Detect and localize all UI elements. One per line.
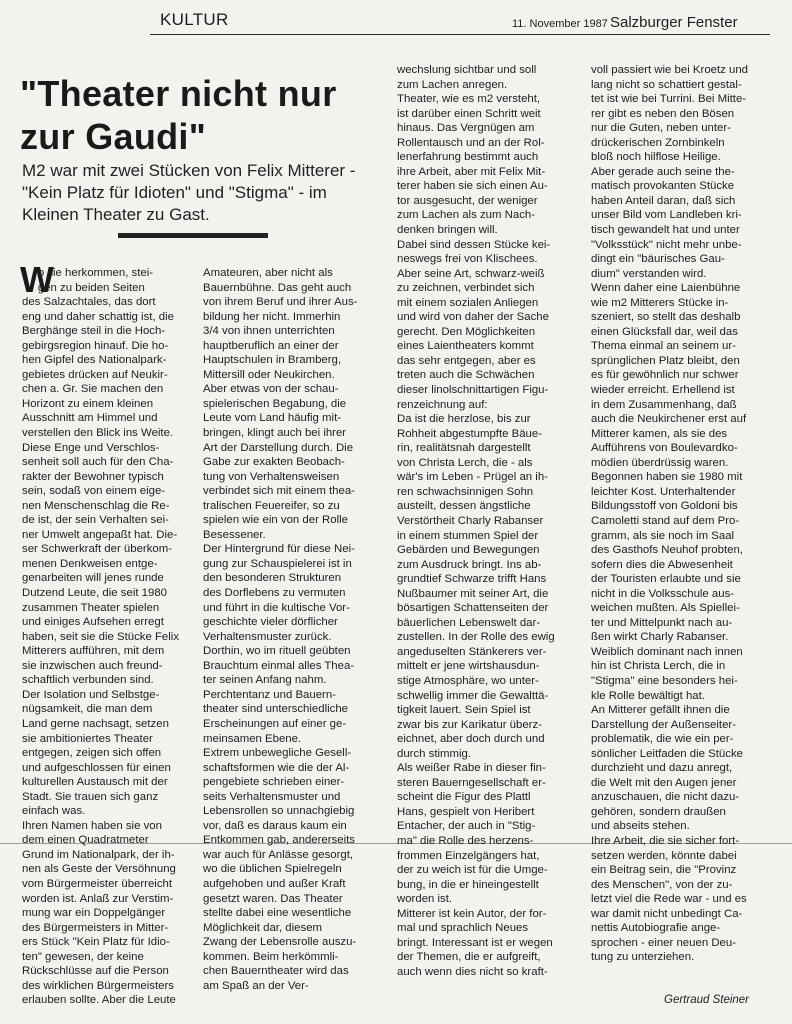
text-line: Rückschlüsse auf die Person xyxy=(22,965,169,978)
text-line: kommen. Beim herkömmli- xyxy=(203,950,339,963)
text-line: eng und daher schattig ist, die xyxy=(22,310,174,323)
text-column-3 xyxy=(397,63,581,979)
text-line: o sie herkommen, stei- xyxy=(22,267,154,279)
text-line: mittelt er jene wirtshausdun- xyxy=(397,660,540,673)
paper-fold-line xyxy=(0,843,792,844)
text-line: Besessener. xyxy=(203,528,266,541)
text-line: mung war ein Doppelgänger xyxy=(22,907,166,920)
text-line: menen Denkweisen entge- xyxy=(22,557,158,570)
text-line: Zwang der Lebensrolle auszu- xyxy=(203,936,357,949)
text-line: von ihrem Beruf und ihrer Aus- xyxy=(203,296,358,309)
text-line: nügsamkeit, die man dem xyxy=(22,703,153,716)
text-line: voll passiert wie bei Kroetz und xyxy=(591,64,749,76)
text-line: Bauernbühne. Das geht auch xyxy=(203,281,352,294)
text-line: drückerischen Zornbinkeln xyxy=(591,136,725,149)
text-line: angeduselten Stänkerers ver- xyxy=(397,645,547,658)
text-line: unser Bild vom Landleben kri- xyxy=(591,209,742,222)
text-line: die Welt mit den Augen jener xyxy=(591,776,737,789)
text-line: worden ist. xyxy=(397,893,453,906)
text-line: dieser linolschnittartigen Figu- xyxy=(397,384,549,397)
text-line: ter seinen Anfang nahm. xyxy=(203,674,327,687)
text-line: Entacher, der auch in "Stig- xyxy=(397,820,536,833)
text-line: "Stigma" eine besonders hei- xyxy=(591,674,738,687)
text-line: hinaus. Das Vergnügen am xyxy=(397,122,535,135)
text-line: ter und Mittelpunkt nach au- xyxy=(591,616,733,629)
text-line: schaftsformen wie die der Al- xyxy=(203,761,350,774)
text-line: rakter der Bewohner typisch xyxy=(22,470,164,483)
text-line: gen zu beiden Seiten xyxy=(22,281,145,294)
section-label: KULTUR xyxy=(160,10,229,29)
text-line: gesetzt waren. Das Theater xyxy=(203,892,343,905)
text-line: kulturellen Austausch mit der xyxy=(22,776,168,789)
text-line: Ihre Arbeit, die sie sicher fort- xyxy=(591,834,740,847)
text-line: sie ambitioniertes Theater xyxy=(22,732,153,745)
text-line: Mittersill oder Neukirchen. xyxy=(203,368,335,381)
text-line: kle Rolle bewältigt hat. xyxy=(591,689,705,702)
text-line: Entkommen gab, andererseits xyxy=(203,834,355,847)
text-line: mit einem sozialen Anliegen xyxy=(397,296,539,309)
text-line: sprünglichen Platz bleibt, den xyxy=(591,354,740,367)
text-line: mal und sprachlich Neues xyxy=(397,922,529,935)
text-line: gerecht. Den Möglichkeiten xyxy=(397,325,536,338)
text-line: sprochen - einer neuen Deu- xyxy=(591,936,737,949)
text-line: bringen, klingt auch bei ihrer xyxy=(203,427,347,440)
text-column-4 xyxy=(591,63,769,965)
text-line: austeilt, dessen ängstliche xyxy=(397,500,531,513)
text-line: tung von Verhaltensweisen xyxy=(203,470,340,483)
text-line: Dabei sind dessen Stücke kei- xyxy=(397,238,551,251)
text-line: hin ist Christa Lerch, die in xyxy=(591,660,726,673)
text-line: und einiges Aufsehen erregt xyxy=(22,616,164,629)
text-line: ten" gewesen, der keine xyxy=(22,950,144,963)
text-line: bösartigen Schattenseiten der xyxy=(397,602,549,615)
text-line: vor, daß es daraus kaum ein xyxy=(203,819,347,832)
text-line: dem einen Quadratmeter xyxy=(22,834,149,847)
text-line: tor ausgesucht, der weniger xyxy=(397,194,538,207)
text-line: und aufgeschlossen für einen xyxy=(22,761,171,774)
text-line: sönlicher Leitfaden die Stücke xyxy=(591,747,743,760)
text-line: Hauptschulen in Bramberg, xyxy=(203,354,342,367)
text-line: terer haben sie sich einen Au- xyxy=(397,180,548,193)
text-line: sie inzwischen auch freund- xyxy=(22,659,163,672)
text-line: der Touristen erlaubte und sie xyxy=(591,573,741,586)
text-line: war auch für Anlässe gesorgt, xyxy=(203,848,354,861)
text-line: bung, in die er hineingestellt xyxy=(397,878,539,891)
text-line: Dorthin, wo im rituell geübten xyxy=(203,645,351,658)
text-line: auch die Neukirchener erst auf xyxy=(591,413,747,426)
text-line: des Menschen", von der zu- xyxy=(591,878,733,891)
text-line: Als weißer Rabe in dieser fin- xyxy=(397,762,546,775)
text-line: schwellig immer die Gewalttä- xyxy=(397,689,549,702)
text-line: pengebiete schrieben einer- xyxy=(203,776,345,789)
text-line: de ist, der sein Verhalten sei- xyxy=(22,514,169,527)
headline-separator xyxy=(118,233,268,238)
text-line: Begonnen haben sie 1980 mit xyxy=(591,471,743,484)
text-line: nettis Autobiografie ange- xyxy=(591,922,721,935)
text-line: gehören, sondern draußen xyxy=(591,805,726,818)
text-line: der Themen, die er aufgreift, xyxy=(397,951,541,964)
text-line: steren Bauerngesellschaft er- xyxy=(397,776,546,789)
text-line: Rohheit abgestumpfte Bäue- xyxy=(397,427,543,440)
drop-cap: W xyxy=(20,259,54,300)
text-line: ren schwachsinnigen Sohn xyxy=(397,485,534,498)
text-line: eines Laientheaters kommt xyxy=(397,340,534,353)
text-line: anzuschauen, die nicht dazu- xyxy=(591,791,740,804)
text-line: Aber etwas von der schau- xyxy=(203,383,339,396)
text-line: tigkeit lauert. Sein Spiel ist xyxy=(397,704,531,717)
text-line: An Mitterer gefällt ihnen die xyxy=(591,704,730,717)
text-line: gramm, als sie noch im Saal xyxy=(591,529,735,542)
text-line: des Gasthofs Neuhof probten, xyxy=(591,544,743,557)
text-line: chen a. Gr. Sie machen den xyxy=(22,383,164,396)
text-line: zum Ausdruck bringt. Ins ab- xyxy=(397,558,542,571)
text-line: und führt in die kultische Vor- xyxy=(203,601,350,614)
text-line: vom Bürgermeister überreicht xyxy=(22,877,173,890)
text-line: Diese Enge und Verschlos- xyxy=(22,441,160,454)
text-column-2 xyxy=(203,266,385,993)
text-line: Verstörtheit Charly Rabanser xyxy=(397,514,544,527)
text-line: am Spaß an der Ver- xyxy=(203,979,309,992)
text-line: tralischen Feuereifer, so zu xyxy=(203,499,340,512)
text-line: Gebärden und Bewegungen xyxy=(397,544,540,557)
text-line: Darstellung der Außenseiter- xyxy=(591,718,736,731)
article-headline: "Theater nicht nur zur Gaudi" xyxy=(20,73,337,157)
text-line: wechslung sichtbar und soll xyxy=(397,64,537,76)
text-line: ihre Arbeit, aber mit Felix Mit- xyxy=(397,165,546,178)
header-rule xyxy=(150,34,770,35)
text-line: Dutzend Leute, die seit 1980 xyxy=(22,587,168,600)
text-line: genarbeiten will jenes runde xyxy=(22,572,164,585)
text-line: den besonderen Strukturen xyxy=(203,572,342,585)
text-line: spielerischen Begabung, die xyxy=(203,397,347,410)
text-line: neswegs frei von Klischees. xyxy=(397,253,538,266)
text-line: mödien überdrüssig waren. xyxy=(591,456,729,469)
text-line: problematik, die wie ein per- xyxy=(591,733,734,746)
text-line: rer gibt es neben den Bösen xyxy=(591,107,735,120)
text-line: Erscheinungen auf einer ge- xyxy=(203,717,347,730)
text-line: Aufführens von Boulevardko- xyxy=(591,442,738,455)
text-line: Amateuren, aber nicht als xyxy=(203,267,333,279)
text-line: Wenn daher eine Laienbühne xyxy=(591,282,741,295)
text-line: Der Hintergrund für diese Nei- xyxy=(203,543,355,556)
text-line: nicht in die Volksschule aus- xyxy=(591,587,735,600)
text-line: Ausschnitt am Himmel und xyxy=(22,412,158,425)
text-line: Leute vom Land häufig mit- xyxy=(203,412,342,425)
text-line: Extrem unbewegliche Gesell- xyxy=(203,747,352,760)
text-line: war damit nicht unbedingt Ca- xyxy=(591,907,743,920)
text-line: des Bürgermeisters in Mitter- xyxy=(22,921,169,934)
text-line: in einem stummen Spiel der xyxy=(397,529,539,542)
text-line: lang nicht so schattiert gestal- xyxy=(591,78,742,91)
text-line: wie m2 Mitterers Stücke in- xyxy=(591,296,729,309)
text-line: meinsamen Ebene. xyxy=(203,732,302,745)
text-line: geschichte vieler dörflicher xyxy=(203,616,338,629)
text-line: Stadt. Sie trauen sich ganz xyxy=(22,790,159,803)
newspaper-name: Salzburger Fenster xyxy=(610,14,738,31)
text-line: einen Glücksfall dar, weil das xyxy=(591,325,738,338)
text-line: letzt viel die Rede war - und es xyxy=(591,893,747,906)
text-line: Bildungsstoff von Goldoni bis xyxy=(591,500,738,513)
text-line: haben, seit sie die Stücke Felix xyxy=(22,630,180,643)
text-line: dingt ein "bäurisches Gau- xyxy=(591,253,725,266)
text-line: ein Beitrag sein, die "Provinz xyxy=(591,864,737,877)
text-line: Horizont zu einem kleinen xyxy=(22,397,154,410)
issue-date: 11. November 1987 xyxy=(512,18,608,30)
text-line: durchzieht und dazu anregt, xyxy=(591,762,733,775)
text-line: des Dorflebens zu vermuten xyxy=(203,587,346,600)
text-line: zu zeichnen, verbindet sich xyxy=(397,282,535,295)
text-line: der zu weich ist für die Umge- xyxy=(397,864,548,877)
text-line: theater sind unterschiedliche xyxy=(203,703,349,716)
text-line: erlauben sollte. Aber die Leute xyxy=(22,994,176,1007)
text-line: und abseits stehen. xyxy=(591,820,690,833)
text-line: senheit soll auch für den Cha- xyxy=(22,456,174,469)
text-line: rin, realitätsnah dargestellt xyxy=(397,442,531,455)
text-line: worden ist. Anlaß zur Verstim- xyxy=(22,892,174,905)
text-line: Aber gerade auch seine the- xyxy=(591,165,735,178)
text-line: Grund im Nationalpark, der ih- xyxy=(22,848,175,861)
text-line: gebirgsregion hinauf. Die ho- xyxy=(22,339,169,352)
text-line: szeniert, so stellt das deshalb xyxy=(591,311,741,324)
text-line: tisch gewandelt hat und unter xyxy=(591,224,740,237)
text-line: Nußbaumer mit seiner Art, die xyxy=(397,587,549,600)
text-line: Camoletti stand auf dem Pro- xyxy=(591,514,740,527)
text-line: des wirklichen Bürgermeisters xyxy=(22,979,174,992)
text-line: Weiblich dominant nach innen xyxy=(591,645,743,658)
text-line: wo die üblichen Spielregeln xyxy=(203,863,342,876)
text-line: bringt. Interessant ist er wegen xyxy=(397,936,553,949)
text-line: nen Menschenschlag die Re- xyxy=(22,499,170,512)
text-line: bäuerlichen Lebenswelt dar- xyxy=(397,616,541,629)
text-line: matisch provokanten Stücke xyxy=(591,180,735,193)
text-line: wär's im Leben - Prügel an ih- xyxy=(397,471,548,484)
text-line: ma" die Rolle des herzens- xyxy=(397,834,534,847)
text-line: "Volksstück" nicht mehr unbe- xyxy=(591,238,742,251)
text-line: Da ist die herzlose, bis zur xyxy=(397,413,531,426)
text-line: wieder erreicht. Erhellend ist xyxy=(591,384,735,397)
text-line: Gabe zur exakten Beobach- xyxy=(203,456,345,469)
text-line: scheint die Figur des Plattl xyxy=(397,791,531,804)
text-line: zusammen Theater spielen xyxy=(22,601,160,614)
text-line: lenerfahrung bestimmt auch xyxy=(397,151,539,164)
text-line: Perchtentanz und Bauern- xyxy=(203,688,336,701)
text-line: ner Umwelt angepaßt hat. Die- xyxy=(22,528,178,541)
text-line: Aber seine Art, schwarz-weiß xyxy=(397,267,545,280)
text-line: setzen werden, könnte dabei xyxy=(591,849,737,862)
text-line: 3/4 von ihnen unterrichten xyxy=(203,325,335,338)
text-line: von Christa Lerch, die - als xyxy=(397,456,533,469)
text-line: des Salzachtales, das dort xyxy=(22,296,156,309)
text-line: grundtief Schwarze trifft Hans xyxy=(397,573,547,586)
text-line: Art der Darstellung durch. Die xyxy=(203,441,354,454)
text-line: zustellen. In der Rolle des ewig xyxy=(397,631,555,644)
text-line: zwar bis zur Karikatur überz- xyxy=(397,718,542,731)
text-line: frommen Einzelgängers hat, xyxy=(397,849,540,862)
text-line: verbindet sich mit einem thea- xyxy=(203,485,355,498)
text-line: sein, sodaß von einem eige- xyxy=(22,485,166,498)
text-line: leichter Kost. Unterhaltender xyxy=(591,485,736,498)
text-line: hauptberuflich an einer der xyxy=(203,339,339,352)
text-line: stellte dabei eine wesentliche xyxy=(203,907,352,920)
text-line: Land gerne nachsagt, setzen xyxy=(22,717,169,730)
text-line: ser Schwerkraft der überkom- xyxy=(22,543,173,556)
text-line: Berghänge steil in die Hoch- xyxy=(22,325,166,338)
text-line: Möglichkeit dar, diesem xyxy=(203,921,323,934)
author-byline: Gertraud Steiner xyxy=(664,994,750,1006)
text-line: Thema einmal an seinem ur- xyxy=(591,340,736,353)
text-line: entgegen, zeigen sich offen xyxy=(22,747,162,760)
text-line: das sehr entgegen, aber es xyxy=(397,354,536,367)
text-line: in dem Zusammenhang, daß xyxy=(591,398,737,411)
text-line: Theater, wie es m2 versteht, xyxy=(397,93,541,106)
text-line: Mitterer kamen, als sie des xyxy=(591,427,728,440)
text-line: Rollentausch und an der Rol- xyxy=(397,136,545,149)
text-line: dium" verstanden wird. xyxy=(591,267,707,280)
text-line: gung zur Schauspielerei ist in xyxy=(203,557,352,570)
text-line: haben Anteil daran, daß sich xyxy=(591,194,736,207)
text-line: es für gewöhnlich nur schwer xyxy=(591,369,739,382)
text-line: nen als Geste der Versöhnung xyxy=(22,863,176,876)
text-line: sofern dies die Abwesenheit xyxy=(591,558,733,571)
text-line: aufgehoben und außer Kraft xyxy=(203,877,346,890)
text-line: treten auch die Schwächen xyxy=(397,369,535,382)
text-column-1 xyxy=(22,266,194,1008)
text-line: Hans, gespielt von Heribert xyxy=(397,805,535,818)
text-line: und wird von daher der Sache xyxy=(397,311,549,324)
text-line: bloß noch hilflose Heilige. xyxy=(591,151,721,164)
text-line: zum Lachen anregen. xyxy=(397,78,508,91)
text-line: denken bringen will. xyxy=(397,224,498,237)
text-line: Mitterer ist kein Autor, der for- xyxy=(397,907,547,920)
text-line: bildung her nicht. Immerhin xyxy=(203,310,341,323)
text-line: nur die Guten, neben unter- xyxy=(591,122,731,135)
text-line: Mitterers aufführen, mit dem xyxy=(22,645,165,658)
text-line: tet ist wie bei Turrini. Bei Mitte- xyxy=(591,93,747,106)
text-line: stige Atmosphäre, wo unter- xyxy=(397,674,539,687)
text-line: chen Bauerntheater wird das xyxy=(203,965,349,978)
text-line: tung zu unterziehen. xyxy=(591,951,695,964)
text-line: schaftlich verbunden sind. xyxy=(22,674,154,687)
text-line: eichnet, aber doch durch und xyxy=(397,733,545,746)
text-line: auch wenn dies nicht so kraft- xyxy=(397,965,548,978)
text-line: gebietes drücken auf Neukir- xyxy=(22,368,168,381)
text-line: weichen mußten. Als Spiellei- xyxy=(591,602,740,615)
text-line: einfach was. xyxy=(22,805,86,818)
text-line: ist darüber einen Schritt weit xyxy=(397,107,541,120)
text-line: Verhaltensmuster zurück. xyxy=(203,630,332,643)
text-line: renzeichnung auf: xyxy=(397,398,488,411)
text-line: seits Verhaltensmuster und xyxy=(203,790,341,803)
text-line: durch stimmig. xyxy=(397,747,472,760)
text-line: ers Stück "Kein Platz für Idio- xyxy=(22,936,170,949)
text-line: Brauchtum einmal alles Thea- xyxy=(203,659,355,672)
text-line: verstellen den Blick ins Weite. xyxy=(22,427,174,440)
text-line: Lebensrollen so unnachgiebig xyxy=(203,805,355,818)
text-line: Der Isolation und Selbstge- xyxy=(22,688,160,701)
article-subheadline: M2 war mit zwei Stücken von Felix Mitterer - "Kein Platz für Idioten" und "Stigma" - im Kleinen Theater zu Gast. xyxy=(22,161,356,224)
text-line: zum Lachen als zum Nach- xyxy=(397,209,536,222)
text-line: hen Gipfel des Nationalpark- xyxy=(22,354,167,367)
text-line: spielen wie ein von der Rolle xyxy=(203,514,348,527)
text-line: Ihren Namen haben sie von xyxy=(22,819,162,832)
text-line: ßen wirkt Charly Rabanser. xyxy=(591,631,729,644)
